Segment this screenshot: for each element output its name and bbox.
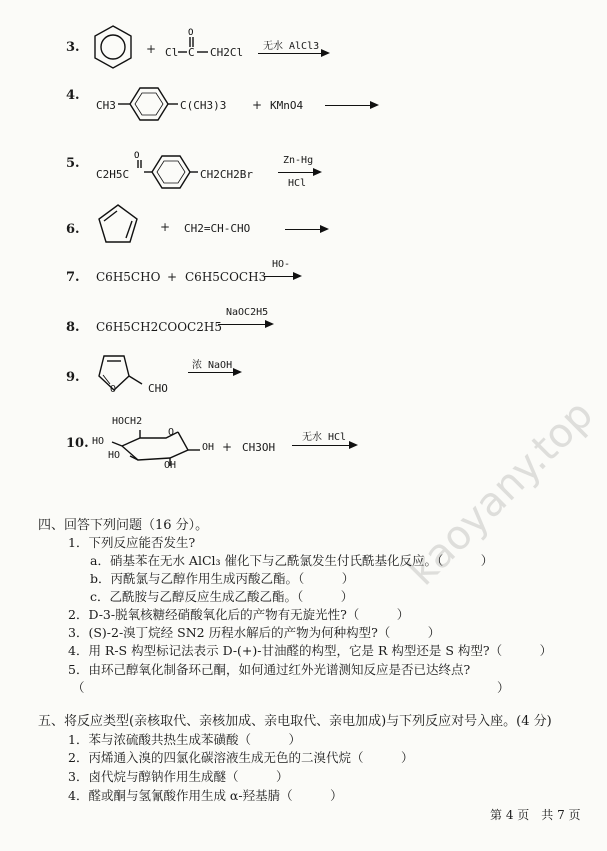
reaction-8-condition: NaOC2H5 (226, 307, 269, 318)
reaction-9-number: 9. (66, 370, 80, 385)
reaction-4-tbutyl: C(CH3)3 (180, 99, 227, 112)
reaction-10-ch3oh: CH3OH (242, 441, 276, 454)
section-5-q3: 3．卤代烷与醇钠作用生成醚（ ） (68, 769, 289, 784)
reaction-5-condition-bottom: HCl (288, 178, 307, 189)
section-5-title: 五、将反应类型(亲核取代、亲核加成、亲电取代、亲电加成)与下列反应对号入座。(4 分) (38, 714, 552, 729)
reaction-9-arrow (188, 372, 240, 373)
reaction-6-arrow (285, 229, 327, 230)
reaction-8-arrow (218, 324, 272, 325)
reaction-3-arrow (258, 53, 328, 54)
watermark: kaoyany.top (399, 391, 603, 595)
reaction-4-ch3: CH3 (96, 99, 116, 112)
glucose-ring-o: O (168, 427, 175, 438)
section-4-q1c: c．乙酰胺与乙醇反应生成乙酸乙酯。（ ） (90, 589, 354, 604)
reaction-4-plus: + (252, 98, 263, 112)
furfural-ring-o: O (110, 384, 117, 395)
benzene-structure (92, 24, 134, 72)
reaction-3-plus: + (146, 42, 157, 56)
reaction-6-number: 6. (66, 222, 80, 237)
reaction-5-arrow (278, 172, 320, 173)
reaction-5-condition-top: Zn-Hg (283, 155, 314, 166)
reaction-6-reagent: CH2=CH-CHO (184, 222, 251, 235)
svg-text:O: O (188, 28, 194, 38)
section-5-q1: 1．苯与浓硫酸共热生成苯磺酸（ ） (68, 732, 301, 747)
section-4-q1b: b．丙酰氯与乙醇作用生成丙酸乙酯。（ ） (90, 571, 355, 586)
reaction-7-condition: HO- (272, 259, 291, 270)
reaction-10-number: 10. (66, 436, 89, 451)
reaction-10-plus: + (222, 440, 233, 454)
section-5-q2: 2．丙烯通入溴的四氯化碳溶液生成无色的二溴代烷（ ） (68, 750, 414, 765)
reaction-8-r1: C6H5CH2COOC2H5 (96, 320, 222, 334)
section-4-q5-answer: （ ） (72, 680, 510, 695)
page-footer: 第 4 页 共 7 页 (490, 808, 581, 822)
furfural-structure (94, 352, 154, 398)
reaction-7-r1: C6H5CHO (96, 270, 161, 284)
section-4-q5: 5．由环己醇氧化制备环己酮，如何通过红外光谱测知反应是否已达终点? (68, 662, 471, 677)
reaction-8-number: 8. (66, 320, 80, 335)
reaction-3-ch2cl: CH2Cl (210, 46, 244, 59)
reaction-9-condition: 浓 NaOH (192, 360, 233, 371)
cyclopentadiene-structure (96, 202, 140, 246)
glucose-hoch2: HOCH2 (112, 416, 143, 427)
reaction-3-condition: 无水 AlCl3 (263, 41, 320, 52)
section-4-q1a: a．硝基苯在无水 AlCl₃ 催化下与乙酰氯发生付氏酰基化反应。（ ） (90, 553, 494, 568)
glucose-oh2: OH (164, 460, 177, 471)
reaction-4-kmno4: KMnO4 (270, 99, 304, 112)
glucose-oh1: OH (202, 442, 215, 453)
reaction-6-plus: + (160, 220, 171, 234)
svg-text:O: O (134, 151, 140, 161)
reaction-10-condition: 无水 HCl (302, 432, 347, 443)
reaction-3-carbon: C (188, 46, 195, 59)
reaction-5-number: 5. (66, 156, 80, 171)
section-4-title: 四、回答下列问题（16 分）。 (38, 518, 209, 533)
reaction-4-arrow (325, 105, 377, 106)
reaction-7-arrow (264, 276, 300, 277)
reaction-5-ch2ch2br: CH2CH2Br (200, 168, 253, 181)
reaction-5-ring-structure (130, 148, 200, 192)
glucose-ho1: HO (92, 436, 105, 447)
glucose-chair-structure (108, 428, 208, 468)
reaction-5-c2h5c: C2H5C (96, 168, 130, 181)
reaction-3-number: 3. (66, 40, 80, 55)
toluene-ring-structure (118, 84, 178, 124)
section-4-q1: 1．下列反应能否发生? (68, 535, 196, 550)
reaction-7-number: 7. (66, 270, 80, 285)
glucose-ho2: HO (108, 450, 121, 461)
section-4-q4: 4．用 R-S 构型标记法表示 D-(+)-甘油醛的构型，它是 R 构型还是 S 构型?（ ） (68, 643, 553, 658)
reaction-3-cl: Cl (165, 46, 179, 59)
reaction-9-cho: CHO (148, 382, 168, 395)
reaction-7-r2: C6H5COCH3 (185, 270, 267, 284)
reaction-4-number: 4. (66, 88, 80, 103)
reaction-7-plus: + (167, 270, 178, 284)
reaction-10-arrow (292, 445, 356, 446)
section-4-q3: 3．(S)-2-溴丁烷经 SN2 历程水解后的产物为何种构型?（ ） (68, 625, 441, 640)
section-4-q2: 2．D-3-脱氧核糖经硝酸氧化后的产物有无旋光性?（ ） (68, 607, 410, 622)
section-5-q4: 4．醛或酮与氢氰酸作用生成 α-羟基腈（ ） (68, 788, 343, 803)
